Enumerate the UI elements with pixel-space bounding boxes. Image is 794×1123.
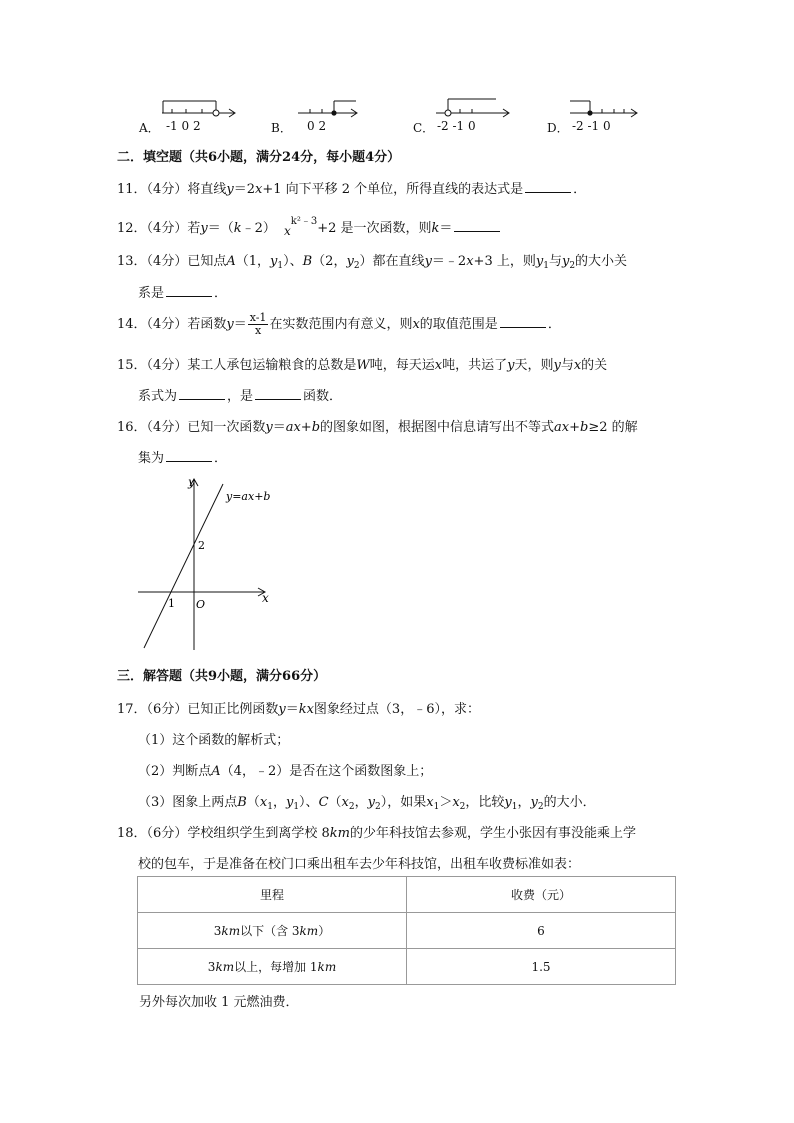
function-label: y=ax+b (226, 490, 271, 503)
fare-table (137, 876, 676, 985)
table-header: 收费（元） (407, 877, 676, 913)
question-18-cont: 校的包车，于是准备在校门口乘出租车去少年科技馆，出租车收费标准如表： (138, 857, 581, 872)
option-b-ticks: 0 2 (307, 119, 327, 133)
question-18: 18．（6分）学校组织学生到离学校 8km的少年科技馆去参观，学生小张因有事没能乘上学 (117, 826, 636, 841)
option-d-ticks: -2 -1 0 (572, 119, 611, 133)
question-12: 12．（4分）若y＝（k﹣2） $x^{k^2﹣3}+2$ 是一次函数，则k＝ (117, 212, 502, 238)
answer-blank[interactable] (166, 284, 212, 297)
question-13-cont: 系是 ． (138, 286, 228, 301)
question-15-cont: 系式为 ，是 函数． (138, 389, 343, 404)
question-15: 15．（4分）某工人承包运输粮食的总数是W吨，每天运x吨，共运了y天，则y与x的关 (117, 358, 608, 373)
y-intercept-label: 2 (198, 539, 205, 552)
answer-blank[interactable] (500, 315, 546, 328)
number-line-b (296, 96, 362, 122)
answer-blank[interactable] (166, 449, 212, 462)
x-axis-label: x (262, 591, 269, 605)
answer-blank[interactable] (255, 387, 301, 400)
table-cell: 6 (407, 913, 676, 949)
answer-blank[interactable] (179, 387, 225, 400)
question-17-part-3: （3）图象上两点$B(x_1$，$y_1$）、$C(x_2$，$y_2$），如果$x_1>x_2$，比较$y_1$，$y_2$的大小． (138, 795, 596, 812)
function-graph (130, 472, 290, 654)
question-17-part-2: （2）判断点A（4，﹣2）是否在这个函数图象上； (138, 764, 433, 779)
question-18-footer: 另外每次加收 1 元燃油费． (139, 995, 299, 1010)
question-17: 17．（6分）已知正比例函数y＝kx图象经过点（3，﹣6），求： (117, 702, 480, 717)
answer-blank[interactable] (525, 180, 571, 193)
table-cell: 1.5 (407, 949, 676, 985)
option-d-letter: D． (547, 121, 569, 135)
table-row (138, 949, 676, 985)
question-16: 16．（4分）已知一次函数y＝ax+b的图象如图，根据图中信息请写出不等式ax+b≥2 的解 (117, 420, 638, 435)
answer-blank[interactable] (454, 219, 500, 232)
table-cell: 3km以下（含 3km） (138, 913, 407, 949)
question-16-cont: 集为 ． (138, 451, 228, 466)
question-13: 13．（4分）已知点A（1，$y_1$）、B（2，$y_2$）都在直线y＝﹣2x+3 上，则$y_1$与$y_2$的大小关 (117, 254, 628, 271)
table-header: 里程 (138, 877, 407, 913)
function-line (144, 484, 223, 648)
option-b-letter: B． (271, 121, 292, 135)
question-14: 14．（4分）若函数y＝ $\frac{x-1}{x}$ 在实数范围内有意义，则x的取值范围是 ． (117, 311, 561, 337)
option-c-ticks: -2 -1 0 (437, 119, 476, 133)
section-3-heading: 三．解答题（共9小题，满分66分） (117, 669, 327, 684)
table-row (138, 913, 676, 949)
table-cell: 3km以上，每增加 1km (138, 949, 407, 985)
section-2-heading: 二．填空题（共6小题，满分24分，每小题4分） (117, 150, 401, 165)
question-11: 11．（4分）将直线y＝2x+1 向下平移 2 个单位，所得直线的表达式是 ． (117, 182, 587, 197)
option-a-letter: A． (139, 121, 160, 135)
option-c-letter: C． (413, 121, 435, 135)
table-header-row (138, 877, 676, 913)
fraction: $\frac{x-1}{x}$ (249, 311, 267, 337)
option-a-ticks: -1 0 2 (166, 119, 201, 133)
y-axis-label: y (188, 475, 195, 489)
origin-label: O (196, 598, 206, 611)
x-intercept-label: 1 (168, 597, 175, 610)
question-17-part-1: （1）这个函数的解析式； (138, 733, 290, 748)
